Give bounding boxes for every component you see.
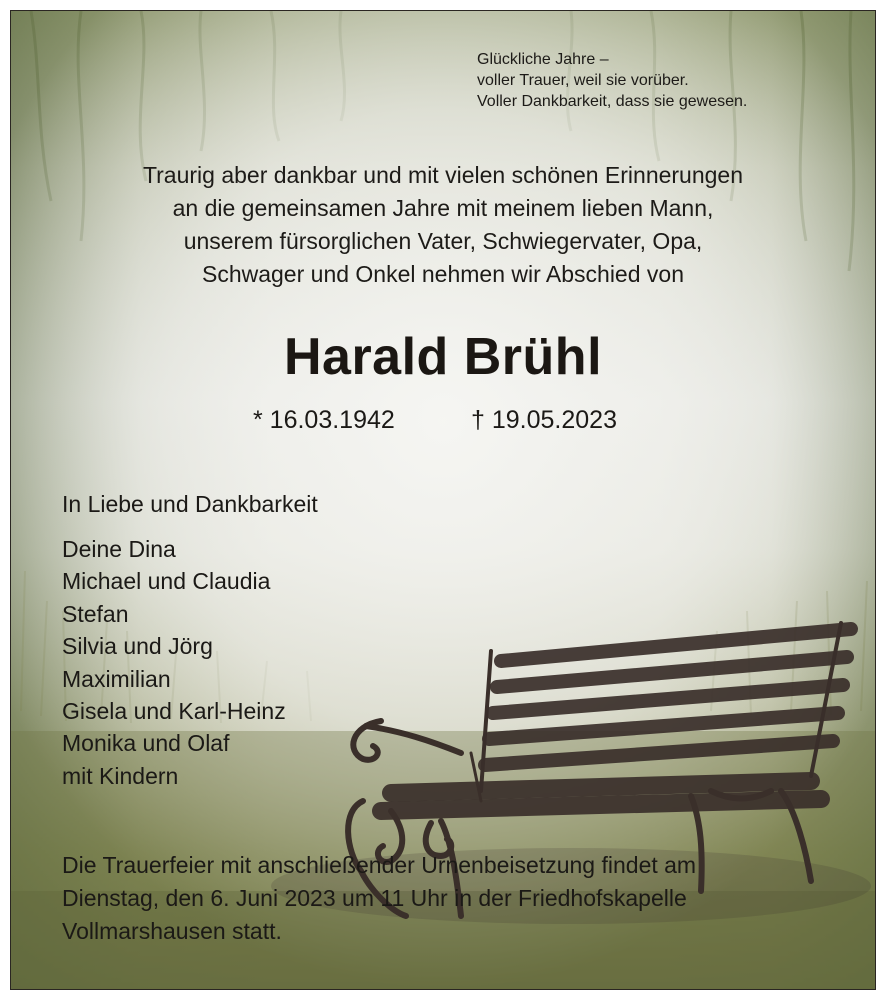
farewell-line: an die gemeinsamen Jahre mit meinem lieben Mann, <box>172 195 714 221</box>
mourners-heading: In Liebe und Dankbarkeit <box>62 491 318 517</box>
mourner-name: Maximilian <box>62 665 171 692</box>
funeral-notice <box>62 849 696 948</box>
farewell-line: Traurig aber dankbar und mit vielen schönen Erinnerungen <box>142 162 744 188</box>
quote-line: Voller Dankbarkeit, dass sie gewesen. <box>477 93 748 110</box>
mourner-name: Silvia und Jörg <box>62 633 213 660</box>
farewell-text <box>11 159 875 291</box>
deceased-name: Harald Brühl <box>283 328 603 386</box>
obituary-card <box>10 10 876 990</box>
notice-line: Dienstag, den 6. Juni 2023 um 11 Uhr in der Friedhofskapelle <box>62 885 687 911</box>
farewell-line: unserem fürsorglichen Vater, Schwiegervater, Opa, <box>183 228 703 254</box>
notice-line: Die Trauerfeier mit anschließender Urnenbeisetzung findet am <box>62 852 697 878</box>
mourner-name: mit Kindern <box>62 762 179 789</box>
death-date: † 19.05.2023 <box>471 406 617 434</box>
mourners-list <box>62 533 286 792</box>
birth-date: * 16.03.1942 <box>253 406 395 434</box>
mourner-name: Gisela und Karl-Heinz <box>62 698 286 725</box>
notice-line: Vollmarshausen statt. <box>62 918 282 944</box>
farewell-line: Schwager und Onkel nehmen wir Abschied von <box>201 261 684 287</box>
quote-line: voller Trauer, weil sie vorüber. <box>477 72 689 89</box>
mourner-name: Deine Dina <box>62 536 176 562</box>
memorial-quote <box>477 49 747 112</box>
quote-line: Glückliche Jahre – <box>477 51 609 68</box>
mourner-name: Michael und Claudia <box>62 568 271 595</box>
mourner-name: Stefan <box>62 600 129 627</box>
mourner-name: Monika und Olaf <box>62 730 230 757</box>
